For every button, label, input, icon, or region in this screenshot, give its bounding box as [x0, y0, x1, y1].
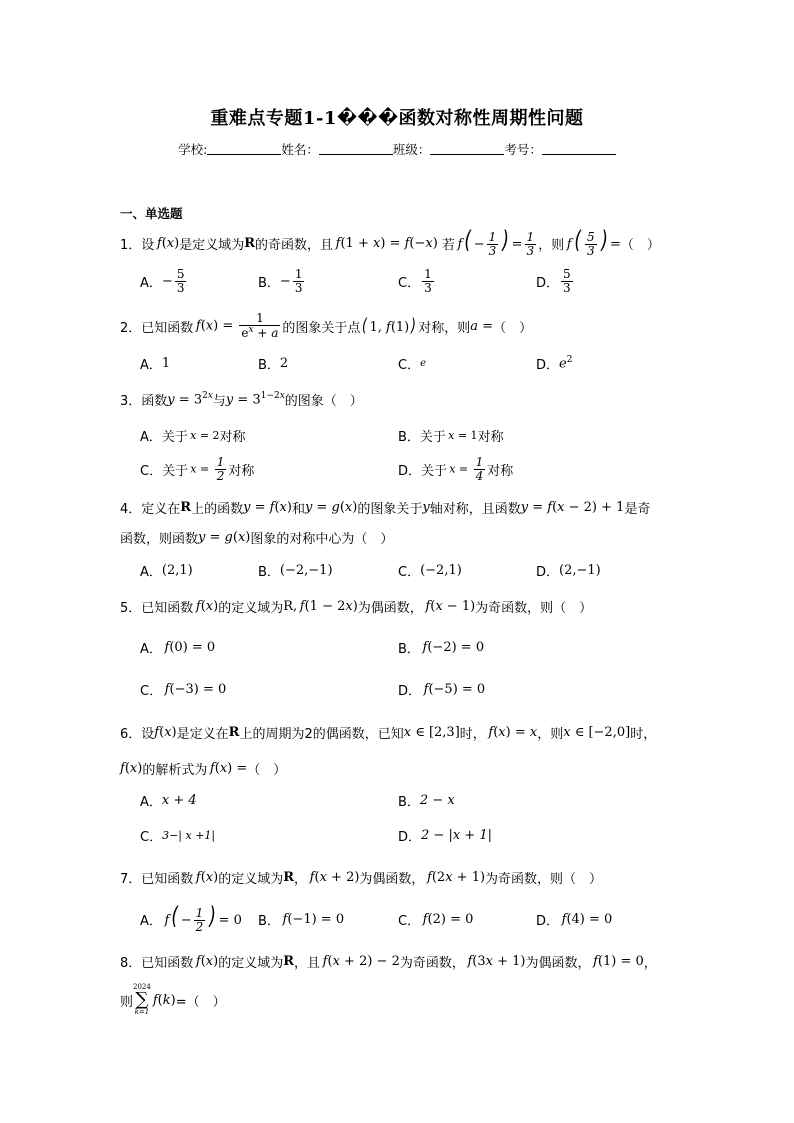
q6-math-fx: f(x) [154, 725, 177, 740]
q6-text-6: 时， [630, 727, 657, 742]
q6-math-interval-1: x ∈ [2,3] [403, 725, 460, 740]
q3-option-c-pre: 关于 [162, 464, 189, 480]
q8-sum-upper: 2024 [133, 983, 151, 991]
q5-number: 5． [120, 601, 142, 616]
q3-option-b-label: B． [398, 430, 420, 445]
q6-math-fx-3: f(x) = [207, 761, 248, 776]
q7-option-b-value: f(−1) = 0 [279, 912, 345, 927]
q3-option-b-pre: 关于 [419, 430, 446, 445]
q4-math-shift: y = f(x − 2) + 1 [520, 500, 625, 515]
q2-math-a: a = [470, 318, 494, 334]
q1-option-b-value: $\frac{1}{3}$ [294, 267, 303, 296]
q2-option-c-label: C． [398, 358, 421, 373]
q4-option-c-label: C． [398, 565, 421, 580]
q1-option-a-label: A． [140, 276, 162, 292]
student-info-line [0, 140, 794, 158]
q1-math-given: f ( − $\frac{1}{3}$ ) = $\frac{1}{3}$ [454, 226, 535, 258]
q1-option-d-value: $\frac{5}{3}$ [563, 267, 571, 296]
q5-text-2: 的定义域为 [218, 601, 284, 616]
q4-text-4: 的图象关于 [357, 502, 423, 517]
q2-option-a-label: A． [140, 358, 162, 373]
section-heading: 一、单选题 [120, 206, 183, 221]
question-8-line-2 [120, 984, 680, 1016]
q1-text-2: 是定义域为 [179, 237, 245, 253]
q1-domain-r: R [244, 235, 256, 251]
class-blank[interactable] [430, 142, 504, 155]
q4-text-1: 定义在 [141, 502, 181, 517]
q4-number: 4． [120, 502, 142, 517]
q2-option-b-label: B． [258, 358, 280, 373]
q6-text-3: 上的周期为2的偶函数，已知 [239, 727, 404, 742]
q4-option-d[interactable] [536, 561, 601, 580]
q4-domain-r: R [180, 500, 192, 515]
q4-option-c[interactable] [398, 561, 462, 580]
q3-text-3: 的图象（ ） [284, 394, 363, 409]
q1-text-1: 设 [141, 237, 155, 253]
q6-option-c[interactable] [140, 826, 215, 845]
q2-option-d[interactable] [536, 354, 572, 373]
q1-number: 1． [120, 237, 142, 253]
page-title: 重难点专题1-1���函数对称性周期性问题 [210, 108, 584, 129]
q3-option-d-label: D． [398, 464, 422, 480]
q1-option-d-label: D． [536, 276, 560, 292]
exam-no-label: 考号： [504, 142, 542, 157]
q4-option-b[interactable] [258, 561, 333, 580]
q7-option-d-label: D． [536, 914, 560, 929]
q8-text-5: 为偶函数， [525, 956, 591, 971]
q3-option-c-suf: 对称 [228, 464, 255, 480]
q5-option-c[interactable] [140, 680, 226, 699]
q1-math-fx: f(x) [154, 235, 180, 251]
q3-math-y2: $y = 3^{1-2x}$ [225, 391, 285, 408]
q4-math-y-fx: y = f(x) [243, 500, 292, 515]
q3-text-1: 函数 [141, 394, 168, 409]
q3-option-d-math: x = $\frac{1}{4}$ [447, 455, 484, 484]
q6-text-1: 设 [141, 727, 155, 742]
q2-option-b[interactable] [258, 354, 288, 373]
q6-option-a-value: x + 4 [161, 793, 197, 808]
q7-option-d[interactable] [536, 910, 612, 929]
q3-option-c[interactable] [140, 456, 254, 483]
q2-option-a[interactable] [140, 354, 170, 373]
q7-option-c[interactable] [398, 910, 473, 929]
q2-answer-paren: （ ） [493, 320, 533, 336]
q3-option-b-math: x = 1 [445, 429, 478, 442]
q3-option-b[interactable] [398, 426, 504, 445]
q5-option-c-label: C． [140, 684, 163, 699]
q7-option-a-label: A． [140, 913, 162, 929]
q7-text-1: 已知函数 [141, 872, 194, 887]
question-3 [120, 390, 680, 409]
q3-option-d[interactable] [398, 456, 513, 483]
q6-option-d-value: 2 − |x + 1| [421, 828, 492, 843]
q4-text-3: 和 [291, 502, 305, 517]
q8-math-value: f(1) = 0 [590, 954, 644, 969]
q7-option-c-label: C． [398, 914, 421, 929]
q3-option-c-math: x = $\frac{1}{2}$ [188, 455, 225, 484]
q1-option-b[interactable] [258, 268, 306, 295]
q5-text-1: 已知函数 [141, 601, 194, 616]
q4-option-a[interactable] [140, 561, 193, 580]
q5-domain-r: R [283, 599, 294, 614]
q6-option-d[interactable] [398, 826, 492, 845]
q1-math-ask: f ( $\frac{5}{3}$ ) = [564, 226, 621, 258]
school-blank[interactable] [207, 142, 281, 155]
q6-text-4: 时， [459, 727, 486, 742]
q8-text-1: 已知函数 [141, 956, 194, 971]
q5-text-3: 为偶函数， [357, 601, 423, 616]
q3-option-a-math: x = 2 [187, 429, 220, 442]
q8-text-8: =（ ） [175, 994, 226, 1010]
q3-option-a-label: A． [140, 430, 162, 445]
q7-text-4: 为偶函数， [359, 872, 425, 887]
q4-option-c-value: (−2,1) [420, 563, 462, 578]
q8-text-2: 的定义域为 [218, 956, 284, 971]
q2-option-c-value: e [420, 358, 426, 369]
q6-text-2: 是定义在 [176, 727, 229, 742]
q5-option-b-label: B． [398, 642, 420, 657]
q5-math-odd: f(x − 1) [422, 599, 476, 614]
q1-option-b-sign: − [279, 274, 291, 290]
q7-option-b-label: B． [258, 914, 280, 929]
q3-option-d-suf: 对称 [487, 464, 514, 480]
q7-math-fx: f(x) [193, 870, 219, 885]
q6-math-def: f(x) = x [485, 725, 538, 740]
q4-option-d-label: D． [536, 565, 560, 580]
q7-text-3: ， [294, 872, 308, 887]
q7-option-a[interactable] [140, 904, 242, 934]
question-6-line-2 [120, 759, 680, 778]
q3-option-a[interactable] [140, 426, 246, 445]
q3-option-a-pre: 关于 [161, 430, 188, 445]
q4-option-a-value: (2,1) [161, 563, 193, 578]
question-1 [120, 228, 680, 258]
q8-summation [133, 984, 151, 1016]
question-6-line-1 [120, 723, 680, 742]
q7-math-odd: f(2x + 1) [424, 870, 486, 885]
q7-option-d-value: f(4) = 0 [559, 912, 613, 927]
q2-option-c[interactable] [398, 354, 426, 373]
q5-text-4: 为奇函数，则（ ） [475, 601, 593, 616]
q8-math-fx: f(x) [193, 954, 219, 969]
q3-option-c-label: C． [140, 464, 163, 480]
q6-option-c-value: 3−| x +1| [162, 829, 216, 842]
question-4-line-1 [120, 498, 680, 517]
q5-option-d-value: f(−5) = 0 [421, 682, 486, 697]
q8-math-even: f(3x + 1) [464, 954, 526, 969]
q7-option-a-value: f ( − $\frac{1}{2}$ ) = 0 [161, 902, 242, 934]
q5-option-c-value: f(−3) = 0 [162, 682, 227, 697]
q5-option-d-label: D． [398, 684, 422, 699]
q5-option-d[interactable] [398, 680, 485, 699]
q2-number: 2． [120, 320, 142, 336]
q6-math-interval-2: x ∈ [−2,0] [563, 725, 631, 740]
q1-option-a-sign: − [161, 274, 173, 290]
name-label: 姓名： [281, 142, 319, 157]
q4-math-y-gx: y = g(x) [304, 500, 358, 515]
q1-option-c-value: $\frac{1}{3}$ [424, 267, 432, 296]
q5-math-even: f(1 − 2x) [297, 599, 358, 614]
q1-option-d[interactable] [536, 268, 575, 295]
q1-option-a[interactable] [140, 268, 188, 295]
q8-text-7: 则 [120, 994, 134, 1010]
q7-option-b[interactable] [258, 910, 344, 929]
class-label: 班级： [392, 142, 431, 157]
q1-option-b-label: B． [258, 276, 280, 292]
q4-text-6: 是奇 [624, 502, 651, 517]
q4-option-d-value: (2,−1) [559, 563, 601, 578]
q2-option-a-value: 1 [161, 356, 171, 371]
q1-text-3: 的奇函数，且 [255, 237, 334, 253]
q1-text-4: 若 [441, 237, 455, 253]
q2-text-3: 对称，则 [418, 320, 471, 336]
q3-number: 3． [120, 394, 142, 409]
q5-option-b[interactable] [398, 638, 484, 657]
q8-text-4: 为奇函数， [399, 956, 465, 971]
q4-math-y-gx-2: y = g(x) [198, 530, 251, 545]
school-label: 学校: [178, 142, 208, 157]
question-4-line-2 [120, 528, 680, 547]
q3-option-a-suf: 对称 [219, 430, 246, 445]
q1-answer-paren: （ ） [620, 237, 660, 253]
q6-option-b-value: 2 − x [419, 793, 455, 808]
q6-number: 6． [120, 727, 142, 742]
q4-option-a-label: A． [140, 565, 162, 580]
q6-option-a-label: A． [140, 795, 162, 810]
q2-option-b-value: 2 [279, 356, 289, 371]
q7-number: 7． [120, 872, 142, 887]
sigma-icon: ∑ [135, 989, 149, 1010]
q8-math-odd: f(x + 2) − 2 [320, 954, 400, 969]
q1-option-a-value: $\frac{5}{3}$ [176, 267, 185, 296]
q7-math-even: f(x + 2) [307, 870, 360, 885]
q5-option-a-value: f(0) = 0 [161, 640, 216, 655]
q6-option-d-label: D． [398, 830, 422, 845]
q1-text-5: ，则 [538, 237, 565, 253]
q6-domain-r: R [228, 725, 240, 740]
q1-math-condition: f(1 + x) = f(−x) [333, 235, 438, 251]
q3-math-y1: $y = 3^{2x}$ [167, 391, 213, 408]
q4-option-b-label: B． [258, 565, 280, 580]
q5-option-b-value: f(−2) = 0 [419, 640, 485, 655]
q5-option-a[interactable] [140, 638, 215, 657]
q5-math-fx: f(x) [193, 599, 219, 614]
question-8-line-1 [120, 952, 680, 971]
name-blank[interactable] [319, 142, 393, 155]
q4-text-5: 轴对称，且函数 [429, 502, 521, 517]
q7-text-5: 为奇函数，则（ ） [485, 872, 603, 887]
q2-option-d-label: D． [536, 358, 560, 373]
q4-option-b-value: (−2,−1) [279, 563, 333, 578]
q2-math-fx: f(x) = $\frac{1}{e^x + a}$ [193, 311, 279, 341]
q6-option-a[interactable] [140, 791, 197, 810]
q4-text-7: 函数，则函数 [120, 532, 199, 547]
q6-math-fx-2: f(x) [120, 761, 143, 776]
q8-domain-r: R [283, 954, 295, 969]
q6-answer-paren: （ ） [247, 763, 287, 778]
q7-option-c-value: f(2) = 0 [420, 912, 474, 927]
question-5: 5． 已知函数 f(x) 的定义域为 R , f(1 − 2x) 为偶函数， f(x − 1) 为奇函数，则（ ） [120, 599, 593, 616]
question-2 [120, 312, 680, 340]
q2-text-1: 已知函数 [141, 320, 194, 336]
q1-option-c[interactable] [398, 268, 436, 295]
q2-text-2: 的图象关于点 [282, 320, 361, 336]
q3-option-d-pre: 关于 [421, 464, 448, 480]
q8-text-6: ， [643, 956, 657, 971]
q6-text-7: 的解析式为 [142, 763, 208, 778]
q4-math-axis: y [422, 500, 430, 515]
q3-text-2: 与 [212, 394, 226, 409]
q3-option-b-suf: 对称 [477, 430, 504, 445]
q1-option-c-label: C． [398, 276, 421, 292]
q6-option-b[interactable] [398, 791, 455, 810]
q7-text-2: 的定义域为 [218, 872, 284, 887]
q8-number: 8． [120, 956, 142, 971]
q8-text-3: ，且 [294, 956, 321, 971]
q4-text-2: 上的函数 [191, 502, 244, 517]
q8-math-fk: f(k) [152, 992, 176, 1008]
q2-math-point: ( 1, f(1) ) [362, 315, 417, 337]
q6-option-c-label: C． [140, 830, 163, 845]
q7-domain-r: R [283, 870, 295, 885]
q5-option-a-label: A． [140, 642, 162, 657]
q2-option-d-value: $e^2$ [559, 355, 573, 372]
exam-no-blank[interactable] [542, 142, 616, 155]
q6-text-5: ，则 [537, 727, 564, 742]
q6-option-b-label: B． [398, 795, 420, 810]
question-7 [120, 868, 680, 887]
q4-text-8: 图象的对称中心为（ ） [250, 532, 394, 547]
q8-sum-lower: k=1 [134, 1008, 150, 1016]
